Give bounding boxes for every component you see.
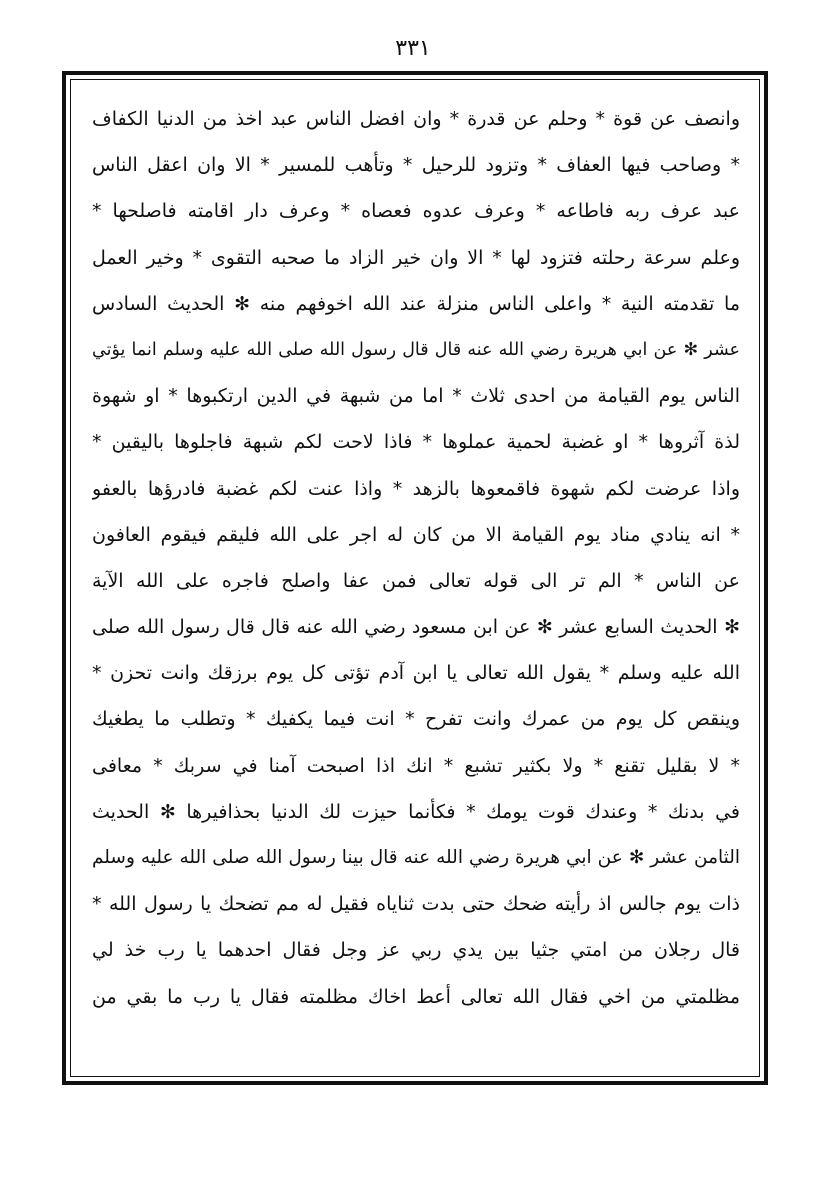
text-line: وعلم سرعة رحلته فتزود لها * الا وان خير الزاد ما صحبه التقوى * وخير العمل	[92, 246, 740, 269]
text-line: واذا عرضت لكم شهوة فاقمعوها بالزهد * واذا عنت لكم غضبة فادرؤها بالعفو	[92, 477, 740, 500]
text-line: في بدنك * وعندك قوت يومك * فكأنما حيزت لك الدنيا بحذافيرها ✻ الحديث	[92, 800, 740, 823]
text-line: * وصاحب فيها العفاف * وتزود للرحيل * وتأهب للمسير * الا وان اعقل الناس	[92, 154, 740, 177]
text-line: * انه ينادي مناد يوم القيامة الا من كان له اجر على الله فليقم فيقوم العافون	[92, 523, 740, 546]
body-text	[92, 96, 740, 1062]
page-number: ٣٣١	[395, 36, 431, 61]
text-line: مظلمتي من اخي فقال الله تعالى أعط اخاك مظلمته فقال يا رب ما بقي من	[92, 985, 740, 1008]
text-line: وينقص كل يوم من عمرك وانت تفرح * انت فيما يكفيك * وتطلب ما يطغيك	[92, 708, 740, 731]
text-line: الثامن عشر ✻ عن ابي هريرة رضي الله عنه قال بينا رسول الله صلى الله عليه وسلم	[92, 847, 740, 868]
text-line: * لا بقليل تقنع * ولا بكثير تشبع * انك اذا اصبحت آمنا في سربك * معافى	[92, 754, 740, 777]
text-line: قال رجلان من امتي جثيا بين يدي ربي عز وجل فقال احدهما يا رب خذ لي	[92, 939, 740, 962]
text-line: عشر ✻ عن ابي هريرة رضي الله عنه قال قال رسول الله صلى الله عليه وسلم انما يؤتي	[92, 339, 740, 360]
text-line: وانصف عن قوة * وحلم عن قدرة * وان افضل الناس عبد اخذ من الدنيا الكفاف	[92, 108, 740, 130]
text-line: الله عليه وسلم * يقول الله تعالى يا ابن آدم تؤتى كل يوم برزقك وانت تحزن *	[92, 662, 740, 685]
text-line: عن الناس * الم تر الى قوله تعالى فمن عفا واصلح فاجره على الله الآية	[92, 569, 740, 592]
text-line: لذة آثروها * او غضبة لحمية عملوها * فاذا لاحت لكم شبهة فاجلوها باليقين *	[92, 431, 740, 454]
text-line: ما تقدمته النية * واعلى الناس منزلة عند الله اخوفهم منه ✻ الحديث السادس	[92, 292, 740, 315]
text-line: عبد عرف ربه فاطاعه * وعرف عدوه فعصاه * وعرف دار اقامته فاصلحها *	[92, 200, 740, 223]
text-line: الناس يوم القيامة من احدى ثلاث * اما من شبهة في الدين ارتكبوها * او شهوة	[92, 385, 740, 408]
text-line: ✻ الحديث السابع عشر ✻ عن ابن مسعود رضي الله عنه قال قال رسول الله صلى	[92, 616, 740, 639]
text-line: ذات يوم جالس اذ رأيته ضحك حتى بدت ثناياه فقيل له مم تضحك يا رسول الله *	[92, 893, 740, 916]
